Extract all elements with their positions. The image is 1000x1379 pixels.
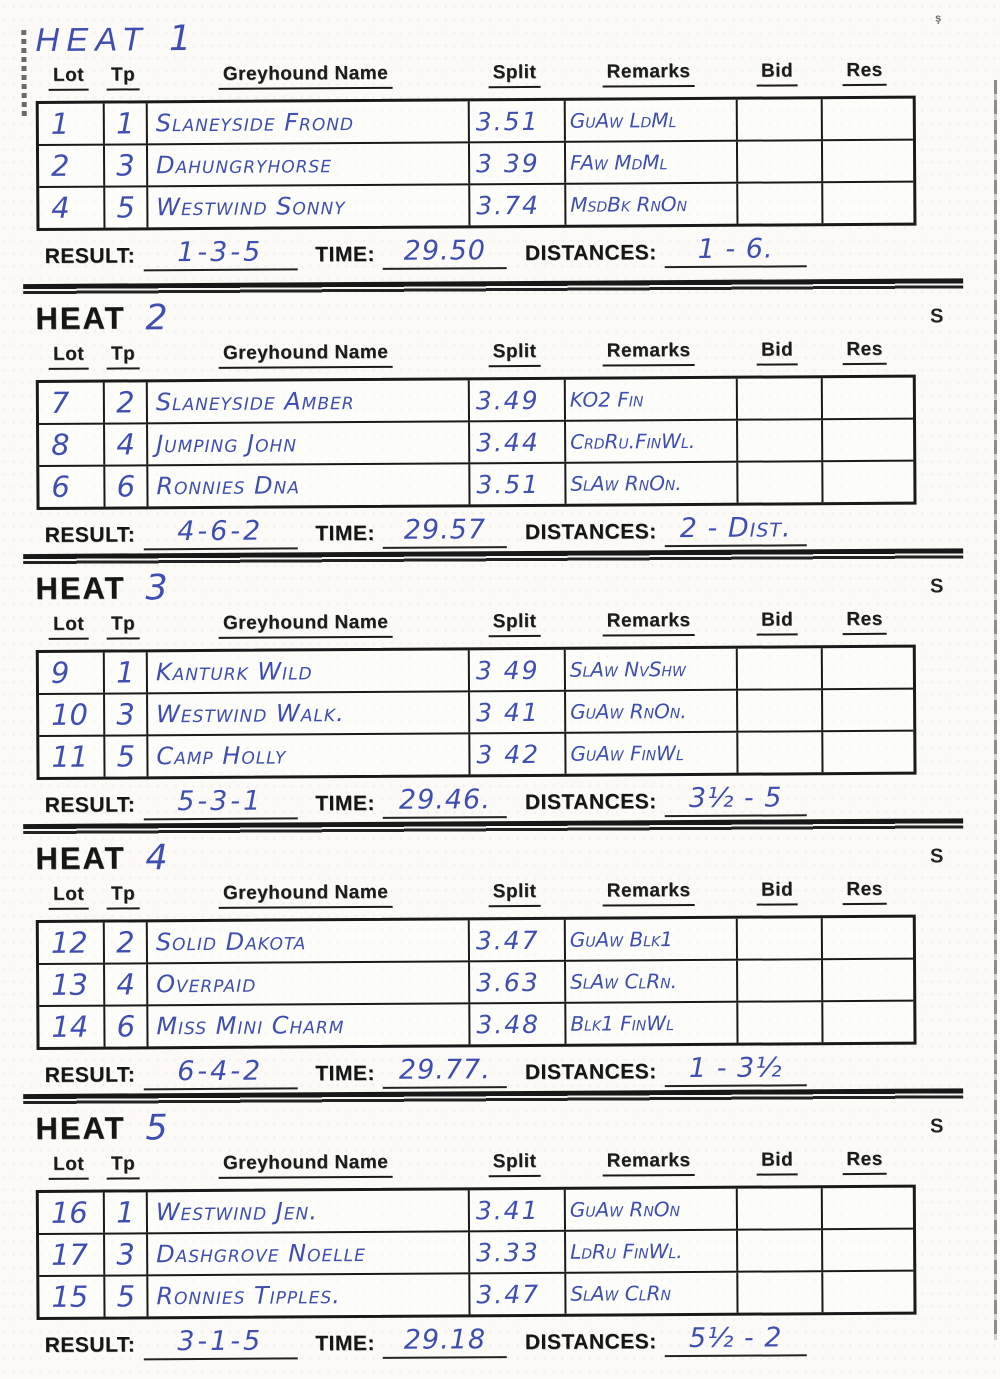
bid-cell — [738, 420, 823, 461]
lot-cell: 7 — [39, 383, 105, 423]
column-header-lot — [36, 884, 102, 920]
column-header-greyhound-name — [144, 62, 466, 100]
split-cell: 3 41 — [470, 692, 566, 733]
distances-label: DISTANCES: — [524, 1060, 657, 1085]
result-value: 4-6-2 — [143, 517, 297, 550]
res-cell — [823, 648, 913, 689]
split-cell: 3.47 — [470, 920, 566, 961]
remarks-cell: GuAw RnOn. — [566, 691, 738, 732]
trap-cell: 3 — [105, 694, 148, 734]
column-header-tp — [101, 64, 144, 100]
column-header-split-label: Split — [489, 62, 541, 88]
heat-title-row — [35, 10, 947, 64]
time-value: 29.77. — [383, 1056, 507, 1089]
lot-cell: 9 — [39, 653, 105, 693]
column-header-res — [820, 609, 910, 646]
column-header-split — [467, 1151, 563, 1188]
entries-table — [36, 645, 917, 780]
column-header-remarks — [563, 610, 735, 647]
column-header-greyhound-name — [145, 1151, 467, 1189]
trap-cell: 5 — [105, 187, 148, 227]
column-header-split — [467, 341, 563, 378]
result-label: RESULT: — [44, 1063, 136, 1088]
result-line — [36, 225, 948, 272]
column-header-remarks — [563, 1150, 735, 1187]
remarks-cell: FAw MdMl — [566, 142, 738, 183]
column-header-row — [35, 58, 947, 101]
result-line — [37, 774, 949, 821]
lot-cell: 2 — [39, 146, 105, 186]
column-header-split-label: Split — [489, 1151, 541, 1177]
greyhound-name-cell: Jumping John — [148, 422, 470, 464]
table-row — [39, 462, 913, 507]
bid-cell — [738, 1002, 823, 1043]
column-header-greyhound-name-label: Greyhound Name — [219, 63, 393, 90]
heat-title-label: HEAT — [35, 20, 149, 59]
split-cell: 3.74 — [470, 185, 566, 226]
column-header-split — [466, 62, 562, 99]
res-cell — [823, 1188, 913, 1229]
column-header-lot-label: Lot — [49, 65, 88, 91]
bid-cell — [738, 918, 823, 959]
greyhound-name-cell: Solid Dakota — [148, 920, 470, 962]
time-value: 29.18 — [383, 1326, 507, 1359]
greyhound-name-cell: Miss Mini Charm — [148, 1004, 470, 1046]
split-cell: 3.33 — [470, 1232, 566, 1273]
column-header-lot-label: Lot — [49, 344, 88, 370]
remarks-cell: SlAw ClRn. — [566, 961, 738, 1002]
trap-cell: 6 — [105, 1006, 148, 1046]
table-row — [39, 1230, 913, 1277]
table-row — [39, 183, 913, 228]
column-header-greyhound-name — [145, 341, 467, 379]
trap-cell: 4 — [105, 424, 148, 464]
time-value: 29.46. — [383, 786, 507, 819]
res-cell — [823, 690, 913, 731]
column-header-greyhound-name — [145, 881, 467, 919]
entries-table — [36, 96, 917, 231]
heat-title-row — [35, 289, 947, 343]
edge-smudge-mark: S — [929, 305, 944, 328]
greyhound-name-cell: Ronnies Tipples. — [148, 1274, 470, 1316]
split-cell: 3 39 — [470, 143, 566, 184]
table-row — [39, 378, 913, 425]
result-line — [37, 504, 949, 551]
heat-title-row — [35, 1099, 947, 1153]
column-header-split — [467, 611, 563, 648]
time-label: TIME: — [315, 522, 376, 546]
table-row — [39, 960, 913, 1007]
trap-cell: 2 — [105, 922, 148, 962]
column-header-greyhound-name-label: Greyhound Name — [219, 882, 393, 909]
entries-table — [36, 915, 917, 1050]
remarks-cell: CrdRu.FinWl. — [566, 421, 738, 462]
column-header-bid — [735, 609, 820, 646]
time-value: 29.50 — [383, 237, 507, 270]
column-header-lot — [36, 1154, 102, 1190]
split-cell: 3.51 — [470, 101, 566, 142]
res-cell — [823, 378, 913, 419]
result-label: RESULT: — [44, 1333, 136, 1358]
remarks-cell: SlAw NvShw — [566, 649, 738, 690]
split-cell: 3.48 — [470, 1004, 566, 1045]
column-header-bid — [734, 60, 819, 97]
bid-cell — [738, 960, 823, 1001]
column-header-bid — [735, 339, 820, 376]
column-header-remarks-label: Remarks — [603, 1150, 695, 1177]
split-cell: 3 42 — [470, 734, 566, 775]
edge-smudge-mark: S — [929, 1115, 944, 1138]
column-header-lot — [36, 344, 102, 380]
table-row — [39, 648, 913, 695]
column-header-remarks-label: Remarks — [603, 880, 695, 907]
bid-cell — [738, 99, 823, 140]
res-cell — [823, 732, 913, 773]
lot-cell: 12 — [39, 923, 105, 963]
column-header-split — [467, 881, 563, 918]
column-header-bid-label: Bid — [757, 1149, 797, 1175]
column-header-res — [819, 60, 909, 97]
split-cell: 3.63 — [470, 962, 566, 1003]
lot-cell: 14 — [39, 1007, 105, 1047]
lot-cell: 17 — [39, 1235, 105, 1275]
result-value: 1-3-5 — [143, 238, 297, 271]
greyhound-name-cell: Dahungryhorse — [148, 143, 470, 185]
result-value: 3-1-5 — [143, 1327, 297, 1360]
column-header-lot-label: Lot — [49, 884, 88, 910]
column-header-tp-label: Tp — [107, 883, 139, 909]
column-header-tp — [102, 343, 145, 379]
distances-label: DISTANCES: — [524, 241, 657, 266]
scan-edge-artifact — [994, 80, 997, 1340]
greyhound-name-cell: Westwind Walk. — [148, 692, 470, 734]
table-row — [39, 1272, 913, 1317]
remarks-cell: GuAw RnOn — [566, 1189, 738, 1230]
result-value: 5-3-1 — [143, 787, 297, 820]
res-cell — [823, 420, 913, 461]
heat-title-label: HEAT — [35, 840, 126, 877]
result-value: 6-4-2 — [143, 1057, 297, 1090]
column-header-greyhound-name-label: Greyhound Name — [219, 612, 393, 639]
heat-title-row — [35, 559, 947, 613]
column-header-res-label: Res — [842, 60, 887, 86]
bid-cell — [738, 183, 823, 224]
column-header-split-label: Split — [489, 881, 541, 907]
table-row — [39, 141, 913, 188]
split-cell: 3.51 — [470, 464, 566, 505]
column-header-tp-label: Tp — [107, 1153, 139, 1179]
column-header-row — [36, 607, 948, 650]
greyhound-name-cell: Dashgrove Noelle — [148, 1232, 470, 1274]
lot-cell: 4 — [39, 188, 105, 228]
heat-number: 2 — [145, 297, 168, 338]
distances-label: DISTANCES: — [524, 1330, 657, 1355]
heat-number: 1 — [168, 18, 192, 59]
column-header-res — [820, 1149, 910, 1186]
column-header-bid-label: Bid — [757, 879, 797, 905]
remarks-cell: GuAw LdMl — [566, 100, 738, 141]
column-header-bid-label: Bid — [757, 60, 797, 86]
trap-cell: 2 — [105, 382, 148, 422]
trap-cell: 1 — [105, 1192, 148, 1232]
entries-table — [36, 375, 917, 510]
heat-number: 5 — [145, 1107, 168, 1148]
remarks-cell: GuAw Blk1 — [566, 919, 738, 960]
greyhound-name-cell: Camp Holly — [148, 734, 470, 776]
trap-cell: 3 — [105, 1234, 148, 1274]
remarks-cell: Blk1 FinWl — [566, 1003, 738, 1044]
time-label: TIME: — [315, 1062, 376, 1086]
column-header-lot — [35, 65, 101, 101]
table-row — [39, 1002, 913, 1047]
column-header-tp — [102, 1153, 145, 1189]
distances-label: DISTANCES: — [524, 520, 657, 545]
bid-cell — [738, 462, 823, 503]
column-header-res-label: Res — [842, 609, 887, 635]
res-cell — [823, 99, 913, 140]
bid-cell — [738, 378, 823, 419]
result-line — [37, 1044, 949, 1091]
column-header-bid — [735, 1149, 820, 1186]
distances-value: 1 - 3½ — [665, 1054, 807, 1087]
lot-cell: 10 — [39, 695, 105, 735]
column-header-split-label: Split — [489, 611, 541, 637]
greyhound-name-cell: Kanturk Wild — [148, 650, 470, 692]
time-value: 29.57 — [383, 516, 507, 549]
res-cell — [823, 918, 913, 959]
res-cell — [823, 183, 913, 224]
time-label: TIME: — [315, 1332, 376, 1356]
column-header-res — [820, 879, 910, 916]
res-cell — [823, 960, 913, 1001]
table-row — [39, 918, 913, 965]
edge-smudge-mark: S — [929, 845, 944, 868]
result-label: RESULT: — [44, 523, 136, 548]
column-header-remarks — [563, 880, 735, 917]
lot-cell: 13 — [39, 965, 105, 1005]
distances-value: 3½ - 5 — [665, 784, 807, 817]
column-header-res-label: Res — [842, 339, 887, 365]
remarks-cell: GuAw FinWl — [566, 733, 738, 774]
heat-section — [35, 10, 949, 284]
column-header-bid-label: Bid — [757, 339, 797, 365]
distances-value: 1 - 6. — [665, 235, 807, 268]
greyhound-name-cell: Slaneyside Amber — [148, 380, 470, 422]
column-header-res-label: Res — [842, 1149, 887, 1175]
lot-cell: 16 — [39, 1193, 105, 1233]
table-row — [39, 1188, 913, 1235]
trap-cell: 3 — [105, 145, 148, 185]
lot-cell: 8 — [39, 425, 105, 465]
column-header-tp — [102, 883, 145, 919]
bid-cell — [738, 1188, 823, 1229]
column-header-tp — [102, 613, 145, 649]
column-header-bid-label: Bid — [757, 609, 797, 635]
bid-cell — [738, 732, 823, 773]
edge-smudge-mark: S — [929, 575, 944, 598]
distances-value: 2 - Dist. — [665, 514, 807, 547]
lot-cell: 1 — [39, 104, 105, 144]
heat-number: 3 — [145, 567, 168, 608]
column-header-remarks-label: Remarks — [603, 61, 695, 88]
greyhound-name-cell: Slaneyside Frond — [148, 101, 470, 143]
trap-cell: 1 — [105, 652, 148, 692]
greyhound-name-cell: Westwind Sonny — [148, 185, 470, 227]
remarks-cell: SlAw RnOn. — [566, 463, 738, 504]
time-label: TIME: — [315, 243, 375, 267]
split-cell: 3.41 — [470, 1190, 566, 1231]
heat-section — [35, 278, 949, 554]
heat-section — [35, 1088, 949, 1364]
heat-title-label: HEAT — [35, 570, 126, 607]
greyhound-name-cell: Ronnies Dna — [148, 464, 470, 506]
column-header-bid — [735, 879, 820, 916]
column-header-res-label: Res — [842, 879, 887, 905]
remarks-cell: LdRu FinWl. — [566, 1231, 738, 1272]
column-header-remarks — [562, 61, 734, 98]
column-header-remarks-label: Remarks — [603, 610, 695, 637]
column-header-row — [36, 877, 948, 920]
heat-title-row — [35, 829, 947, 883]
lot-cell: 6 — [39, 467, 105, 507]
heat-section — [35, 548, 949, 824]
column-header-lot-label: Lot — [49, 1154, 88, 1180]
table-row — [39, 690, 913, 737]
lot-cell: 15 — [39, 1277, 105, 1317]
trap-cell: 5 — [105, 736, 148, 776]
distances-label: DISTANCES: — [524, 790, 657, 815]
entries-table — [36, 1185, 917, 1320]
result-label: RESULT: — [44, 793, 136, 818]
column-header-remarks — [563, 340, 735, 377]
column-header-tp-label: Tp — [107, 343, 139, 369]
table-row — [39, 732, 913, 777]
remarks-cell: KO2 Fin — [566, 379, 738, 420]
bid-cell — [738, 648, 823, 689]
heat-number: 4 — [145, 837, 168, 878]
trap-cell: 6 — [105, 466, 148, 506]
column-header-lot-label: Lot — [49, 614, 88, 640]
edge-smudge-mark: ş — [935, 12, 942, 25]
bid-cell — [738, 1272, 823, 1313]
heat-title-label: HEAT — [35, 300, 126, 337]
result-label: RESULT: — [44, 244, 136, 269]
result-line — [37, 1314, 949, 1361]
remarks-cell: MsdBk RnOn — [566, 184, 738, 225]
column-header-greyhound-name-label: Greyhound Name — [219, 342, 393, 369]
column-header-row — [36, 337, 948, 380]
distances-value: 5½ - 2 — [665, 1324, 807, 1357]
res-cell — [823, 1272, 913, 1313]
trap-cell: 4 — [105, 964, 148, 1004]
table-row — [39, 420, 913, 467]
split-cell: 3.47 — [470, 1274, 566, 1315]
res-cell — [823, 462, 913, 503]
split-cell: 3.49 — [470, 380, 566, 421]
heat-section — [35, 818, 949, 1094]
column-header-tp-label: Tp — [107, 613, 139, 639]
lot-cell: 11 — [39, 737, 105, 777]
column-header-res — [820, 339, 910, 376]
split-cell: 3.44 — [470, 422, 566, 463]
table-row — [39, 99, 913, 146]
remarks-cell: SlAw ClRn — [566, 1273, 738, 1314]
res-cell — [823, 1002, 913, 1043]
res-cell — [823, 1230, 913, 1271]
column-header-row — [36, 1147, 948, 1190]
column-header-remarks-label: Remarks — [603, 340, 695, 367]
bid-cell — [738, 1230, 823, 1271]
bid-cell — [738, 690, 823, 731]
column-header-tp-label: Tp — [107, 64, 139, 90]
trap-cell: 1 — [105, 103, 148, 143]
heat-title-label: HEAT — [35, 1110, 126, 1147]
greyhound-name-cell: Westwind Jen. — [148, 1190, 470, 1232]
time-label: TIME: — [315, 792, 376, 816]
res-cell — [823, 141, 913, 182]
split-cell: 3 49 — [470, 650, 566, 691]
greyhound-name-cell: Overpaid — [148, 962, 470, 1004]
trap-cell: 5 — [105, 1276, 148, 1316]
column-header-greyhound-name — [145, 611, 467, 649]
bid-cell — [738, 141, 823, 182]
column-header-split-label: Split — [489, 341, 541, 367]
column-header-greyhound-name-label: Greyhound Name — [219, 1152, 393, 1179]
column-header-lot — [36, 614, 102, 650]
